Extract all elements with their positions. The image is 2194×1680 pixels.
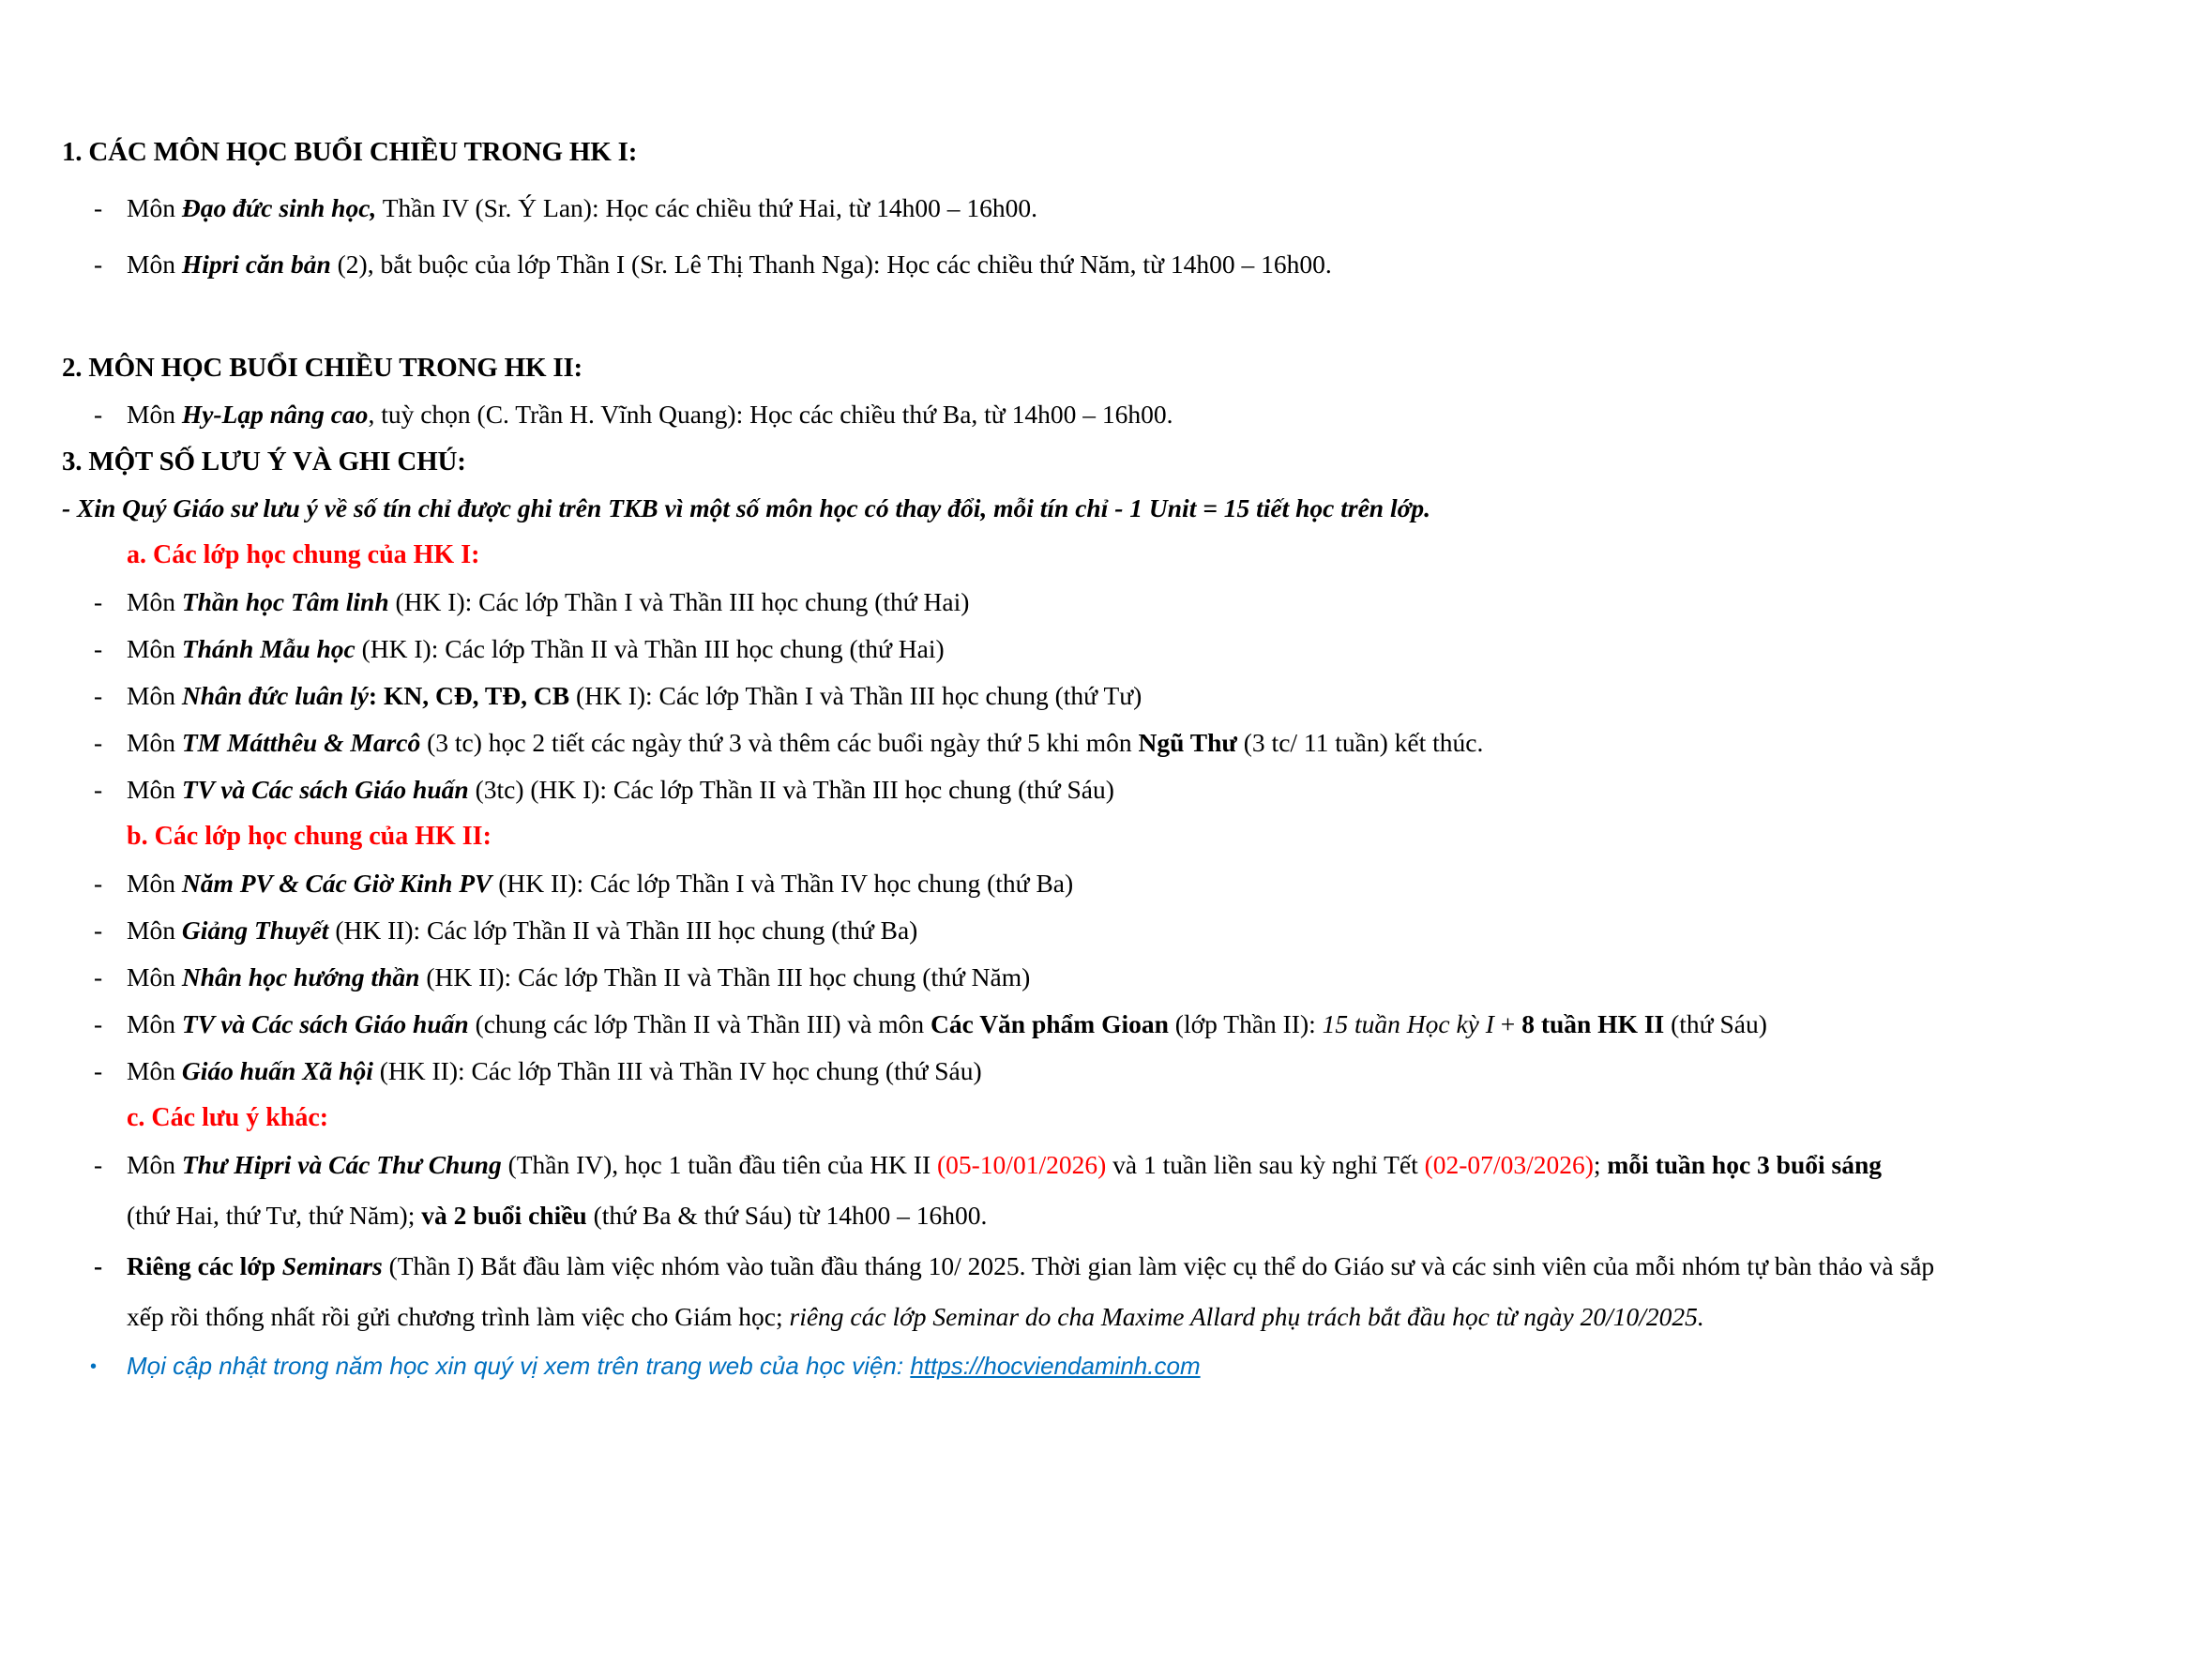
document (0, 129, 2194, 1389)
text-run: 1. CÁC MÔN HỌC BUỔI CHIỀU TRONG HK I: (62, 137, 638, 167)
text-run: Môn (127, 681, 182, 710)
text-run: + (1493, 1009, 1522, 1038)
text-run: Môn (127, 400, 182, 429)
text-run: riêng các lớp Seminar do cha Maxime Allard phụ trách bắt đầu học từ ngày 20/10/2025. (789, 1302, 1704, 1331)
text-run: , tuỳ chọn (C. Trần H. Vĩnh Quang): Học các chiều thứ Ba, từ 14h00 – 16h00. (368, 400, 1173, 429)
text-run: Môn (127, 775, 182, 804)
text-run: - Xin Quý Giáo sư lưu ý về số tín chỉ được ghi trên TKB vì một số môn học có thay đổi, mỗi tín chỉ - 1 Unit = 15 tiết học trên lớp. (62, 493, 1430, 522)
text-run: (Thần IV), học 1 tuần đầu tiên của HK II (501, 1150, 937, 1179)
text-run: 2. MÔN HỌC BUỔI CHIỀU TRONG HK II: (62, 353, 583, 383)
text-run: c. Các lưu ý khác: (127, 1103, 329, 1132)
text-run: b. Các lớp học chung của HK II: (127, 822, 492, 851)
text-run: Môn (127, 869, 182, 898)
text-run: (3tc) (HK I): Các lớp Thần II và Thần III học chung (thứ Sáu) (468, 775, 1114, 804)
text-run: (HK II): Các lớp Thần II và Thần III học chung (thứ Ba) (328, 916, 918, 945)
text-run: (HK II): Các lớp Thần II và Thần III học chung (thứ Năm) (419, 962, 1031, 991)
text-run: Năm PV & Các Giờ Kinh PV (181, 869, 492, 898)
text-run: và 2 buổi chiều (421, 1201, 587, 1230)
text-run: (thứ Hai, thứ Tư, thứ Năm); (127, 1201, 422, 1230)
text-run: Hy-Lạp nâng cao (181, 400, 369, 429)
text-run: (Thần I) Bắt đầu làm việc nhóm vào tuần đầu tháng 10/ 2025. Thời gian làm việc cụ thể do Giáo sư và các sinh viên của mỗi nhóm tự bàn thảo và sắp (382, 1251, 1935, 1280)
text-run: (thứ Ba & thứ Sáu) từ 14h00 – 16h00. (586, 1201, 988, 1230)
text-run: Môn (127, 193, 182, 222)
text-run: (HK II): Các lớp Thần III và Thần IV học chung (thứ Sáu) (372, 1056, 982, 1085)
dash-bullet-marker: - (94, 1009, 103, 1038)
text-run: TM Mátthêu & Marcô (181, 728, 421, 757)
text-run: 8 tuần HK II (1521, 1009, 1665, 1038)
text-run: : KN, CĐ, TĐ, CB (368, 681, 570, 710)
text-run: Môn (127, 634, 182, 663)
dash-bullet-marker: - (94, 916, 103, 945)
text-run: (lớp Thần II): (1168, 1009, 1323, 1038)
text-run: Thư Hipri và Các Thư Chung (181, 1150, 502, 1179)
dash-bullet-marker: - (94, 634, 103, 663)
dash-bullet-marker: - (94, 193, 103, 222)
dash-bullet-marker: - (94, 681, 103, 710)
dash-bullet-marker: - (94, 869, 103, 898)
text-run: Giáo huấn Xã hội (181, 1056, 373, 1085)
dash-bullet-marker: - (94, 400, 103, 429)
bullet-item (62, 1048, 2175, 1095)
bullet-item (62, 719, 2175, 766)
text-run: (thứ Sáu) (1664, 1009, 1767, 1038)
text-run: Các Văn phẩm Gioan (931, 1009, 1169, 1038)
subheading-a (127, 532, 2175, 579)
bullet-item-continuation (62, 1192, 2175, 1239)
text-run: (HK I): Các lớp Thần I và Thần III học chung (thứ Tư) (569, 681, 1142, 710)
text-run: TV và Các sách Giáo huấn (181, 1009, 469, 1038)
subheading-b (127, 813, 2175, 860)
text-run: Riêng các lớp (127, 1251, 282, 1280)
text-run: (05-10/01/2026) (936, 1150, 1107, 1179)
text-run: (02-07/03/2026) (1424, 1150, 1594, 1179)
bullet-item (62, 1243, 2175, 1290)
text-run: Môn (127, 916, 182, 945)
text-run: Môn (127, 728, 182, 757)
section-3-heading (62, 438, 2175, 485)
dash-bullet-marker: - (94, 775, 103, 804)
text-run: a. Các lớp học chung của HK I: (127, 540, 480, 569)
bullet-item (62, 185, 2175, 232)
text-run: 15 tuần Học kỳ I (1322, 1009, 1494, 1038)
text-run: (3 tc) học 2 tiết các ngày thứ 3 và thêm các buổi ngày thứ 5 khi môn (420, 728, 1139, 757)
dash-bullet-marker: - (94, 1056, 103, 1085)
bullet-item (62, 766, 2175, 813)
bullet-item (62, 391, 2175, 438)
bullet-item (62, 579, 2175, 626)
text-run: Môn (127, 1150, 182, 1179)
text-run: (HK I): Các lớp Thần I và Thần III học chung (thứ Hai) (388, 587, 970, 616)
text-run: mỗi tuần học 3 buổi sáng (1607, 1150, 1883, 1179)
text-run: (HK I): Các lớp Thần II và Thần III học chung (thứ Hai) (355, 634, 945, 663)
text-run: Thánh Mẫu học (181, 634, 356, 663)
dot-bullet-marker: • (90, 1356, 98, 1377)
section-2-heading (62, 344, 2175, 391)
section-1-heading (62, 129, 2175, 175)
bullet-item (62, 860, 2175, 907)
text-run: (HK II): Các lớp Thần I và Thần IV học chung (thứ Ba) (492, 869, 1074, 898)
text-run: 3. MỘT SỐ LƯU Ý VÀ GHI CHÚ: (62, 446, 466, 477)
text-run: Mọi cập nhật trong năm học xin quý vị xem trên trang web của học viện: (127, 1352, 911, 1380)
dash-bullet-marker: - (94, 587, 103, 616)
dash-bullet-marker: - (94, 728, 103, 757)
text-run: Seminars (281, 1251, 383, 1280)
text-run: Nhân đức luân lý (181, 681, 369, 710)
text-run: Thần học Tâm linh (181, 587, 389, 616)
text-run: (chung các lớp Thần II và Thần III) và môn (468, 1009, 931, 1038)
text-run: Nhân học hướng thần (181, 962, 420, 991)
text-run: Môn (127, 250, 182, 279)
dash-bullet-marker: - (94, 250, 103, 279)
text-run: Giảng Thuyết (181, 916, 329, 945)
text-run: Thần IV (Sr. Ý Lan): Học các chiều thứ Hai, từ 14h00 – 16h00. (376, 193, 1037, 222)
bullet-item (62, 907, 2175, 954)
bullet-item (62, 954, 2175, 1001)
website-note (62, 1342, 2175, 1389)
text-run: (2), bắt buộc của lớp Thần I (Sr. Lê Thị Thanh Nga): Học các chiều thứ Năm, từ 14h00 – 16h00. (330, 250, 1332, 279)
text-run: và 1 tuần liền sau kỳ nghỉ Tết (1106, 1150, 1425, 1179)
text-run: Môn (127, 1009, 182, 1038)
bullet-item-continuation (62, 1294, 2175, 1340)
bullet-item (62, 1142, 2175, 1188)
dash-bullet-marker: - (94, 1251, 103, 1280)
text-run: xếp rồi thống nhất rồi gửi chương trình làm việc cho Giám học; (127, 1302, 790, 1331)
text-run: TV và Các sách Giáo huấn (181, 775, 469, 804)
credit-note-line (62, 485, 2175, 532)
bullet-item (62, 1001, 2175, 1048)
bullet-item (62, 626, 2175, 673)
text-run: Hipri căn bản (181, 250, 331, 279)
text-run: ; (1593, 1150, 1608, 1179)
text-run: Đạo đức sinh học, (181, 193, 377, 222)
bullet-item (62, 241, 2175, 288)
dash-bullet-marker: - (94, 1150, 103, 1179)
text-run: Ngũ Thư (1138, 728, 1237, 757)
text-run: Môn (127, 587, 182, 616)
bullet-item (62, 673, 2175, 719)
subheading-c (127, 1095, 2175, 1142)
text-run: (3 tc/ 11 tuần) kết thúc. (1236, 728, 1484, 757)
text-run: Môn (127, 962, 182, 991)
text-run: Môn (127, 1056, 182, 1085)
dash-bullet-marker: - (94, 962, 103, 991)
website-link[interactable]: https://hocviendaminh.com (910, 1352, 1201, 1380)
